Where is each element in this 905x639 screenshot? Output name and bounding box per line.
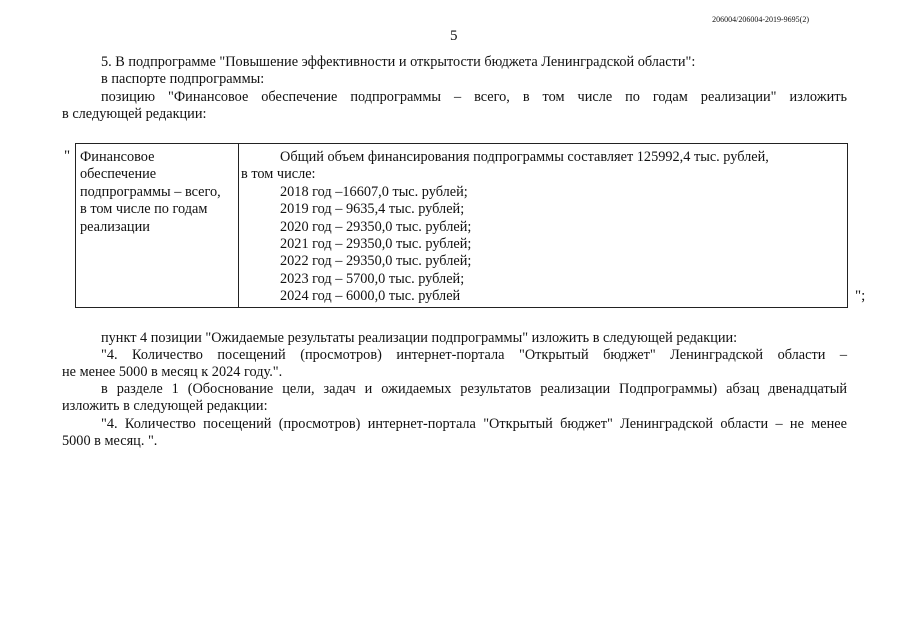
table-close-quote: "; — [855, 288, 866, 304]
year-funding-line: 2020 год – 29350,0 тыс. рублей; — [280, 218, 472, 235]
intro-line-1: 5. В подпрограмме "Повышение эффективности и открытости бюджета Ленинградской области": — [101, 54, 696, 70]
document-id: 206004/206004-2019-9695(2) — [712, 15, 809, 24]
table-open-quote: " — [64, 148, 71, 164]
after-paragraph-3-line-2: изложить в следующей редакции: — [62, 398, 268, 414]
intro-line-2: в паспорте подпрограммы: — [101, 71, 265, 87]
year-funding-line: 2019 год – 9635,4 тыс. рублей; — [280, 201, 465, 218]
after-paragraph-4-line-2: 5000 в месяц. ". — [62, 433, 158, 449]
intro-line-4: в следующей редакции: — [62, 106, 207, 122]
table-right-cell — [241, 149, 841, 306]
left-cell-line: подпрограммы – всего, — [80, 183, 221, 200]
page-number: 5 — [450, 28, 458, 44]
intro-line-3: позицию "Финансовое обеспечение подпрограммы – всего, в том числе по годам реализации" изложить — [101, 89, 847, 105]
left-cell-line: в том числе по годам — [80, 201, 208, 218]
after-paragraph-2-line-2: не менее 5000 в месяц к 2024 году.". — [62, 364, 283, 380]
table-column-divider — [238, 144, 239, 307]
left-cell-line: реализации — [80, 218, 150, 235]
table-left-cell — [80, 149, 236, 236]
year-funding-line: 2024 год – 6000,0 тыс. рублей — [280, 288, 461, 305]
year-funding-line: 2022 год – 29350,0 тыс. рублей; — [280, 253, 472, 270]
after-paragraph-2-line-1: "4. Количество посещений (просмотров) интернет-портала "Открытый бюджет" Ленинградской области – — [101, 347, 847, 363]
after-paragraph-4-line-1: "4. Количество посещений (просмотров) интернет-портала "Открытый бюджет" Ленинградской области – не менее — [101, 416, 847, 432]
after-paragraph-1: пункт 4 позиции "Ожидаемые результаты реализации подпрограммы" изложить в следующей редакции: — [101, 330, 738, 346]
financing-table — [75, 143, 848, 308]
including-line: в том числе: — [241, 166, 316, 183]
year-funding-line: 2021 год – 29350,0 тыс. рублей; — [280, 236, 472, 253]
year-funding-line: 2018 год –16607,0 тыс. рублей; — [280, 183, 468, 200]
year-funding-line: 2023 год – 5700,0 тыс. рублей; — [280, 270, 465, 287]
after-paragraph-3-line-1: в разделе 1 (Обоснование цели, задач и ожидаемых результатов реализации Подпрограммы) абзац двенадцатый — [101, 381, 847, 397]
total-funding-line: Общий объем финансирования подпрограммы составляет 125992,4 тыс. рублей, — [280, 149, 769, 165]
left-cell-line: Финансовое — [80, 149, 155, 165]
left-cell-line: обеспечение — [80, 166, 157, 183]
